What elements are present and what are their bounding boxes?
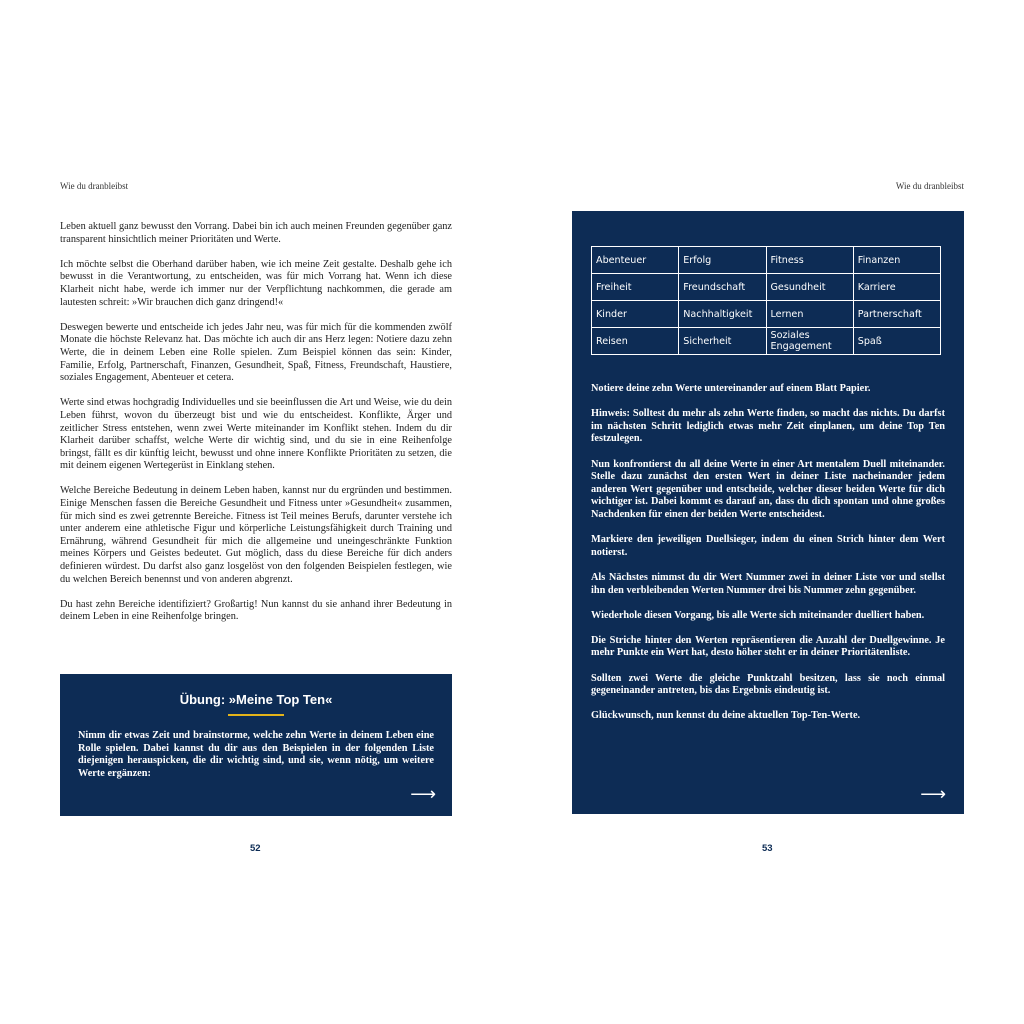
table-cell: Erfolg (679, 247, 766, 274)
paragraph: Nun konfrontierst du all deine Werte in einer Art mentalem Duell miteinander. Stelle dazu zunächst den ersten Wert in deiner Liste nacheinander jedem anderen Wert gegenüber und entscheide, welcher dieser beiden Werte für dich wichtiger ist. Dabei kommt es darauf an, dass du dich spontan und ohne großes Nachdenken für einen der beiden Werte entscheidest. (591, 458, 945, 520)
table-row (592, 301, 941, 328)
paragraph: Als Nächstes nimmst du dir Wert Nummer zwei in deiner Liste vor und stellst ihn den verbleibenden Werten Nummer drei bis Nummer zehn gegenüber. (591, 571, 945, 596)
page-number-left: 52 (250, 843, 261, 854)
paragraph: Welche Bereiche Bedeutung in deinem Leben haben, kannst nur du ergründen und bestimmen. Einige Menschen fassen die Bereiche Gesundheit und Fitness unter »Gesundheit« zusammen, für mich sind es zwei getrennte Bereiche. Fitness ist Teil meines Berufs, darunter verstehe ich unter anderem eine athletische Figur und körperliche Leistungsfähigkeit durch Training und Ernährung, während Gesundheit für mich die allgemeine und uneingeschränkte Funktion meines Körpers und Geistes bedeutet. Gut möglich, dass du diese Bereiche für dich anders definieren würdest. Du darfst also ganz losgelöst von den folgenden Beispielen festlegen, wie du welchen Bereich benennst und von anderen abgrenzt. (60, 485, 452, 585)
table-cell: Sicherheit (679, 328, 766, 355)
table-cell: Lernen (766, 301, 853, 328)
exercise-continuation-box (572, 211, 964, 814)
table-cell: Reisen (592, 328, 679, 355)
paragraph: Glückwunsch, nun kennst du deine aktuellen Top-Ten-Werte. (591, 710, 861, 722)
table-cell: Fitness (766, 247, 853, 274)
paragraph: Werte sind etwas hochgradig Individuelles und sie beeinflussen die Art und Weise, wie du dein Leben führst, wovon du überzeugt bist und wie du entscheidest. Konflikte, Ärger und zeitlicher Stress entstehen, wenn zwei Werte miteinander im Konflikt stehen. Indem du dir Klarheit darüber schaffst, welche Werte dir wichtig sind, und du sie in eine Reihenfolge bringst, fällt es dir künftig leicht, bewusst und ohne innere Konflikte Prioritäten zu setzen, die mit deinem eigenen Wertegerüst in Einklang stehen. (60, 397, 452, 472)
running-head-right: Wie du dranbleibst (895, 181, 964, 191)
table-cell: Nachhaltigkeit (679, 301, 766, 328)
paragraph: Markiere den jeweiligen Duellsieger, indem du einen Strich hinter dem Wert notierst. (591, 534, 945, 558)
arrow-right-icon: ⟶ (410, 784, 436, 805)
title-underline (228, 714, 284, 716)
paragraph: Notiere deine zehn Werte untereinander auf einem Blatt Papier. (591, 383, 871, 394)
table-row (592, 328, 941, 355)
left-body-text (60, 221, 452, 637)
paragraph: Deswegen bewerte und entscheide ich jedes Jahr neu, was für mich für die kommenden zwölf Monate die höchste Relevanz hat. Das möchte ich auch dir ans Herz legen: Notiere dazu zehn Werte, die in deinem Leben eine Rolle spielen. Zum Beispiel können das sein: Kinder, Familie, Erfolg, Partnerschaft, Finanzen, Gesundheit, Spaß, Fitness, Freundschaft, Haustiere, soziales Engagement, Abenteuer et cetera. (60, 321, 452, 384)
exercise-text: Nimm dir etwas Zeit und brainstorme, welche zehn Werte in deinem Leben eine Rolle spielen. Dabei kannst du dir aus den Beispielen in der folgenden Liste diejenigen herauspicken, die dir wichtig sind, und sie, wenn nötig, um weitere Werte ergänzen: (78, 730, 434, 780)
paragraph: Leben aktuell ganz bewusst den Vorrang. Dabei bin ich auch meinen Freunden gegenüber ganz transparent hinsichtlich meiner Prioritäten und Werte. (60, 221, 452, 245)
paragraph: Die Striche hinter den Werten repräsentieren die Anzahl der Duellgewinne. Je mehr Punkte ein Wert hat, desto höher steht er in deiner Prioritätenliste. (591, 634, 945, 659)
values-table (591, 246, 941, 355)
table-cell: Freundschaft (679, 274, 766, 301)
running-head-left: Wie du dranbleibst (60, 181, 129, 191)
table-row (592, 247, 941, 274)
table-cell: Soziales Engagement (766, 328, 853, 355)
table-cell: Karriere (853, 274, 940, 301)
table-cell: Spaß (853, 328, 940, 355)
arrow-right-icon: ⟶ (920, 784, 946, 805)
exercise-title: Übung: »Meine Top Ten« (179, 692, 333, 707)
paragraph: Du hast zehn Bereiche identifiziert? Großartig! Nun kannst du sie anhand ihrer Bedeutung in deinem Leben in eine Reihenfolge bringen. (60, 598, 452, 623)
paragraph: Wiederhole diesen Vorgang, bis alle Werte sich miteinander duelliert haben. (591, 609, 925, 621)
paragraph: Hinweis: Solltest du mehr als zehn Werte finden, so macht das nichts. Du darfst im nächsten Schritt lediglich etwas mehr Zeit einplanen, um deine Top Ten festzulegen. (591, 408, 945, 445)
table-cell: Kinder (592, 301, 679, 328)
table-cell: Abenteuer (592, 247, 679, 274)
paragraph: Sollten zwei Werte die gleiche Punktzahl besitzen, lass sie noch einmal gegeneinander antreten, bis das Ergebnis eindeutig ist. (591, 672, 945, 697)
page-number-right: 53 (762, 843, 773, 854)
table-cell: Finanzen (853, 247, 940, 274)
paragraph: Ich möchte selbst die Oberhand darüber haben, wie ich meine Zeit gestalte. Deshalb gehe ich bewusst in die Verantwortung, zu entscheiden, was für mich Vorrang hat. Wenn ich diese Klarheit nicht habe, werde ich immer nur der Verpflichtung nachkommen, die gerade am lautesten schreit: »Wir brauchen dich ganz dringend!« (60, 258, 452, 308)
exercise-box (60, 674, 452, 816)
table-row (592, 274, 941, 301)
table-cell: Freiheit (592, 274, 679, 301)
table-cell: Gesundheit (766, 274, 853, 301)
right-instruction-text (591, 383, 945, 736)
table-cell: Partnerschaft (853, 301, 940, 328)
